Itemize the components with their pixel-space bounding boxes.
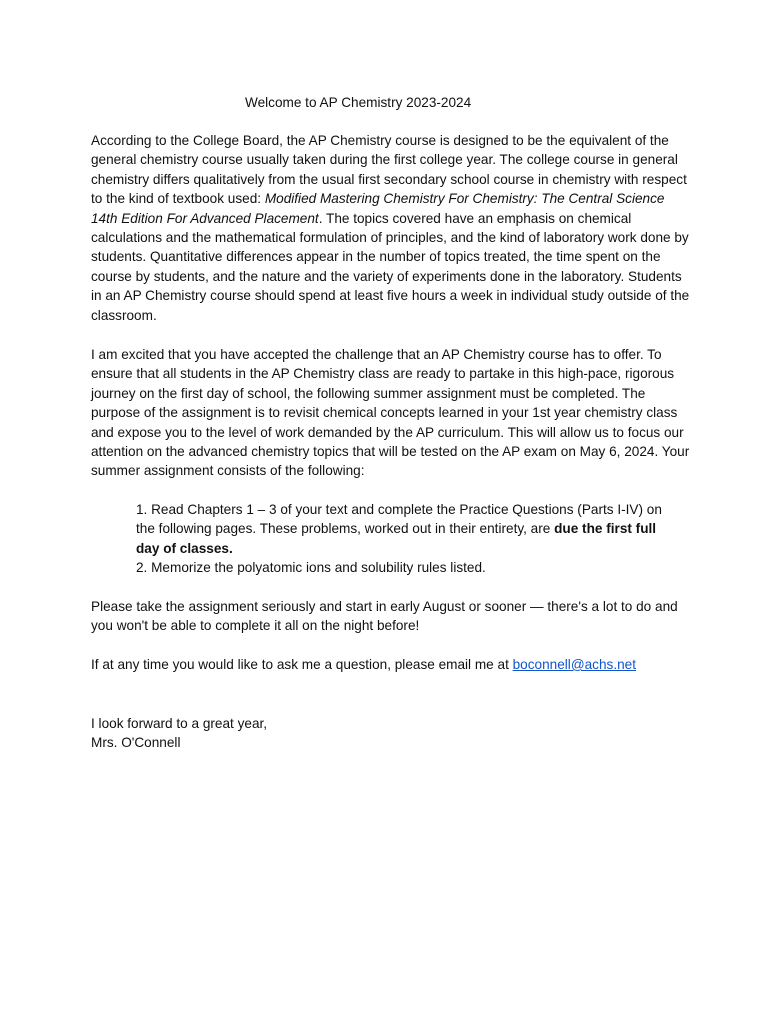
assignment-item-2: 2. Memorize the polyatomic ions and solubility rules listed. — [136, 560, 486, 576]
intro-paragraph — [91, 131, 691, 325]
closing-line: I look forward to a great year, — [91, 716, 268, 731]
signature: Mrs. O'Connell — [91, 735, 181, 751]
seriously-paragraph: Please take the assignment seriously and start in early August or sooner — there's a lot to do and you won't be able to complete it all on the night before! — [91, 599, 678, 634]
document-title: Welcome to AP Chemistry 2023-2024 — [245, 95, 472, 110]
challenge-paragraph: I am excited that you have accepted the challenge that an AP Chemistry course has to offer. To ensure that all students in the AP Chemistry class are ready to partake in this high-pace, rigorous journey on the first day of school, the following summer assignment must be completed. The purpose of the assignment is to revisit chemical concepts learned in your 1st year chemistry class and expose you to the level of work demanded by the AP curriculum. This will allow us to focus our attention on the advanced chemistry topics that will be tested on the AP exam on May 6, 2024. Your summer assignment consists of the following: — [91, 347, 690, 479]
question-paragraph — [91, 655, 691, 674]
question-text: If at any time you would like to ask me a question, please email me at — [91, 657, 513, 672]
textbook-title: Modified Mastering Chemistry For Chemistry: The Central Science 14th Edition For Advanced Placement — [91, 191, 665, 226]
assignment-list — [136, 500, 681, 578]
intro-text-end: . The topics covered have an emphasis on chemical calculations and the mathematical formulation of principles, and the kind of laboratory work done by students. Quantitative differences appear in the number of topics treated, the time spent on the course by students, and the nature and the variety of experiments done in the laboratory. Students in an AP Chemistry course should spend at least five hours a week in individual study outside of the classroom. — [91, 210, 690, 323]
assignment-item-1-text: 1. Read Chapters 1 – 3 of your text and complete the Practice Questions (Parts I-IV) on the following pages. These problems, worked out in their entirety, are — [136, 502, 662, 537]
intro-text-start: According to the College Board, the AP Chemistry course is designed to be the equivalent of the general chemistry course usually taken during the first college year. The college course in general chemistry differs qualitatively from the usual first secondary school course in chemistry with respect to the kind of textbook used: — [91, 133, 687, 207]
assignment-item-1 — [136, 500, 681, 558]
closing-block — [91, 714, 691, 753]
email-link[interactable]: boconnell@achs.net — [512, 657, 637, 672]
assignment-due-note: due the first full day of classes. — [136, 521, 657, 556]
